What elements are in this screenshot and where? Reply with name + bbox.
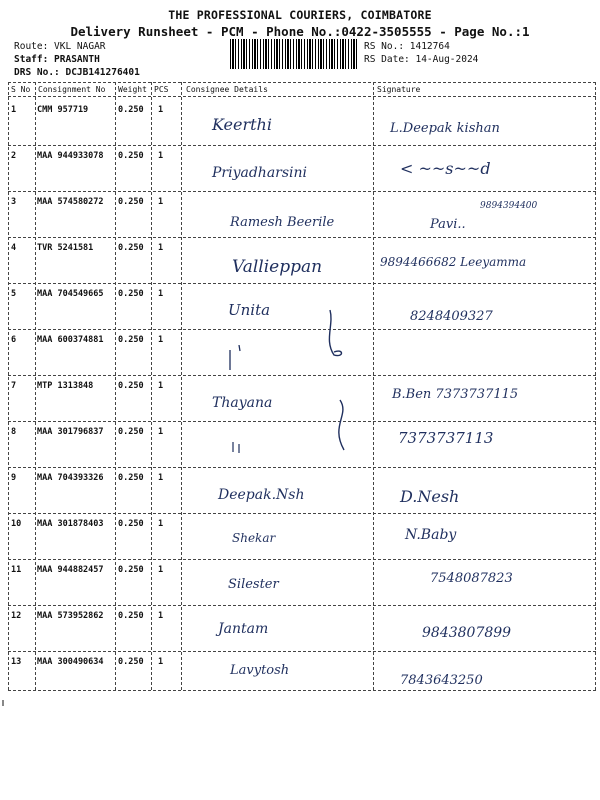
weight-cell: 0.250 [118, 657, 144, 667]
col-header-pcs: PCS [154, 85, 169, 94]
consignee-handwriting: Unita [228, 301, 271, 319]
weight-cell: 0.250 [118, 565, 144, 575]
weight-cell: 0.250 [118, 243, 144, 253]
weight-cell: 0.250 [118, 289, 144, 299]
signature-handwriting: 8248409327 [410, 309, 493, 324]
signature-handwriting: L.Deepak kishan [390, 121, 500, 136]
consignee-handwriting: Keerthi [212, 115, 272, 134]
consignment-cell: MAA 300490634 [37, 657, 104, 667]
col-header-sno: S No [11, 85, 31, 94]
pcs-cell: 1 [158, 427, 164, 437]
consignment-cell: MAA 301796837 [37, 427, 104, 437]
signature-handwriting: 9843807899 [422, 625, 512, 641]
row-rule [8, 237, 596, 238]
staff-label: Staff: PRASANTH [14, 54, 100, 65]
row-rule [8, 559, 596, 560]
sno-cell: 12 [11, 611, 22, 621]
sno-cell: 3 [11, 197, 17, 207]
signature-handwriting: B.Ben 7373737115 [392, 387, 519, 402]
table-top-rule [8, 82, 596, 83]
sno-cell: 10 [11, 519, 22, 529]
header-bottom-rule [8, 96, 596, 97]
weight-cell: 0.250 [118, 335, 144, 345]
pcs-cell: 1 [158, 519, 164, 529]
consignee-handwriting: Vallieppan [232, 257, 323, 277]
consignment-cell: CMM 957719 [37, 105, 89, 115]
sno-cell: 9 [11, 473, 17, 483]
col-header-consignment: Consignment No [38, 85, 106, 94]
col-header-consignee: Consignee Details [186, 85, 268, 94]
company-title: THE PROFESSIONAL COURIERS, COIMBATORE [168, 8, 432, 22]
row-rule [8, 467, 596, 468]
pcs-cell: 1 [158, 289, 164, 299]
pen-stroke-mark [225, 345, 265, 375]
pcs-cell: 1 [158, 381, 164, 391]
weight-cell: 0.250 [118, 473, 144, 483]
sno-cell: 11 [11, 565, 22, 575]
pcs-cell: 1 [158, 565, 164, 575]
weight-cell: 0.250 [118, 427, 144, 437]
barcode-image [230, 39, 358, 69]
table-row [0, 421, 600, 467]
consignment-cell: MAA 944882457 [37, 565, 104, 575]
signature-handwriting: Pavi.. [430, 217, 466, 232]
signature-handwriting: 7548087823 [430, 571, 513, 586]
consignment-cell: MAA 573952862 [37, 611, 104, 621]
consignment-cell: MTP 1313848 [37, 381, 94, 391]
signature-handwriting: N.Baby [405, 527, 457, 543]
pen-stroke-mark [230, 440, 250, 455]
sno-cell: 5 [11, 289, 17, 299]
pcs-cell: 1 [158, 473, 164, 483]
consignee-handwriting: Lavytosh [230, 663, 290, 678]
consignee-handwriting: Priyadharsini [212, 165, 308, 181]
consignment-cell: MAA 704549665 [37, 289, 104, 299]
table-row [0, 559, 600, 605]
pcs-cell: 1 [158, 197, 164, 207]
consignment-cell: MAA 704393326 [37, 473, 104, 483]
consignee-handwriting: Shekar [232, 531, 276, 545]
pcs-cell: 1 [158, 657, 164, 667]
row-rule [8, 513, 596, 514]
consignment-cell: MAA 574580272 [37, 197, 104, 207]
route-label: Route: VKL NAGAR [14, 41, 106, 52]
row-rule [8, 421, 596, 422]
weight-cell: 0.250 [118, 611, 144, 621]
pen-stroke-mark [300, 300, 370, 370]
row-rule [8, 605, 596, 606]
signature-handwriting: 7373737113 [398, 429, 494, 447]
table-row [0, 467, 600, 513]
consignment-cell: MAA 600374881 [37, 335, 104, 345]
weight-cell: 0.250 [118, 151, 144, 161]
sno-cell: 13 [11, 657, 22, 667]
row-rule [8, 651, 596, 652]
row-rule [8, 283, 596, 284]
sno-cell: 1 [11, 105, 17, 115]
col-header-weight: Weight [118, 85, 147, 94]
signature-handwriting: 7843643250 [400, 673, 483, 688]
table-row [0, 513, 600, 559]
weight-cell: 0.250 [118, 105, 144, 115]
table-row [0, 237, 600, 283]
rs-number: RS No.: 1412764 [364, 41, 450, 52]
pcs-cell: 1 [158, 611, 164, 621]
signature-handwriting: < ~~s~~d [400, 159, 491, 178]
consignee-handwriting: Jantam [218, 621, 269, 637]
table-row [0, 375, 600, 421]
table-row [0, 605, 600, 651]
sno-cell: 2 [11, 151, 17, 161]
runsheet-title: Delivery Runsheet - PCM - Phone No.:0422-3505555 - Page No.:1 [70, 24, 530, 39]
signature-handwriting: D.Nesh [400, 487, 460, 506]
weight-cell: 0.250 [118, 381, 144, 391]
sno-cell: 4 [11, 243, 17, 253]
pen-stroke-mark [310, 395, 370, 455]
table-row [0, 191, 600, 237]
row-rule [8, 375, 596, 376]
consignee-handwriting: Silester [228, 577, 279, 592]
weight-cell: 0.250 [118, 519, 144, 529]
phone-handwriting: 9894394400 [480, 201, 538, 211]
consignee-handwriting: Ramesh Beerile [230, 215, 335, 230]
pcs-cell: 1 [158, 151, 164, 161]
consignee-handwriting: Thayana [212, 395, 273, 411]
table-row [0, 99, 600, 145]
consignment-cell: MAA 944933078 [37, 151, 104, 161]
table-row [0, 145, 600, 191]
weight-cell: 0.250 [118, 197, 144, 207]
consignment-cell: TVR 5241581 [37, 243, 94, 253]
sno-cell: 8 [11, 427, 17, 437]
col-header-signature: Signature [377, 85, 421, 94]
scan-mark [2, 700, 4, 706]
consignee-handwriting: Deepak.Nsh [218, 487, 305, 503]
sno-cell: 6 [11, 335, 17, 345]
drs-number: DRS No.: DCJB141276401 [14, 67, 140, 78]
row-rule [8, 191, 596, 192]
table-bottom-rule [8, 690, 596, 691]
row-rule [8, 145, 596, 146]
signature-handwriting: 9894466682 Leeyamma [380, 255, 527, 269]
pcs-cell: 1 [158, 105, 164, 115]
pcs-cell: 1 [158, 243, 164, 253]
rs-date: RS Date: 14-Aug-2024 [364, 54, 479, 65]
consignment-cell: MAA 301878403 [37, 519, 104, 529]
sno-cell: 7 [11, 381, 17, 391]
pcs-cell: 1 [158, 335, 164, 345]
